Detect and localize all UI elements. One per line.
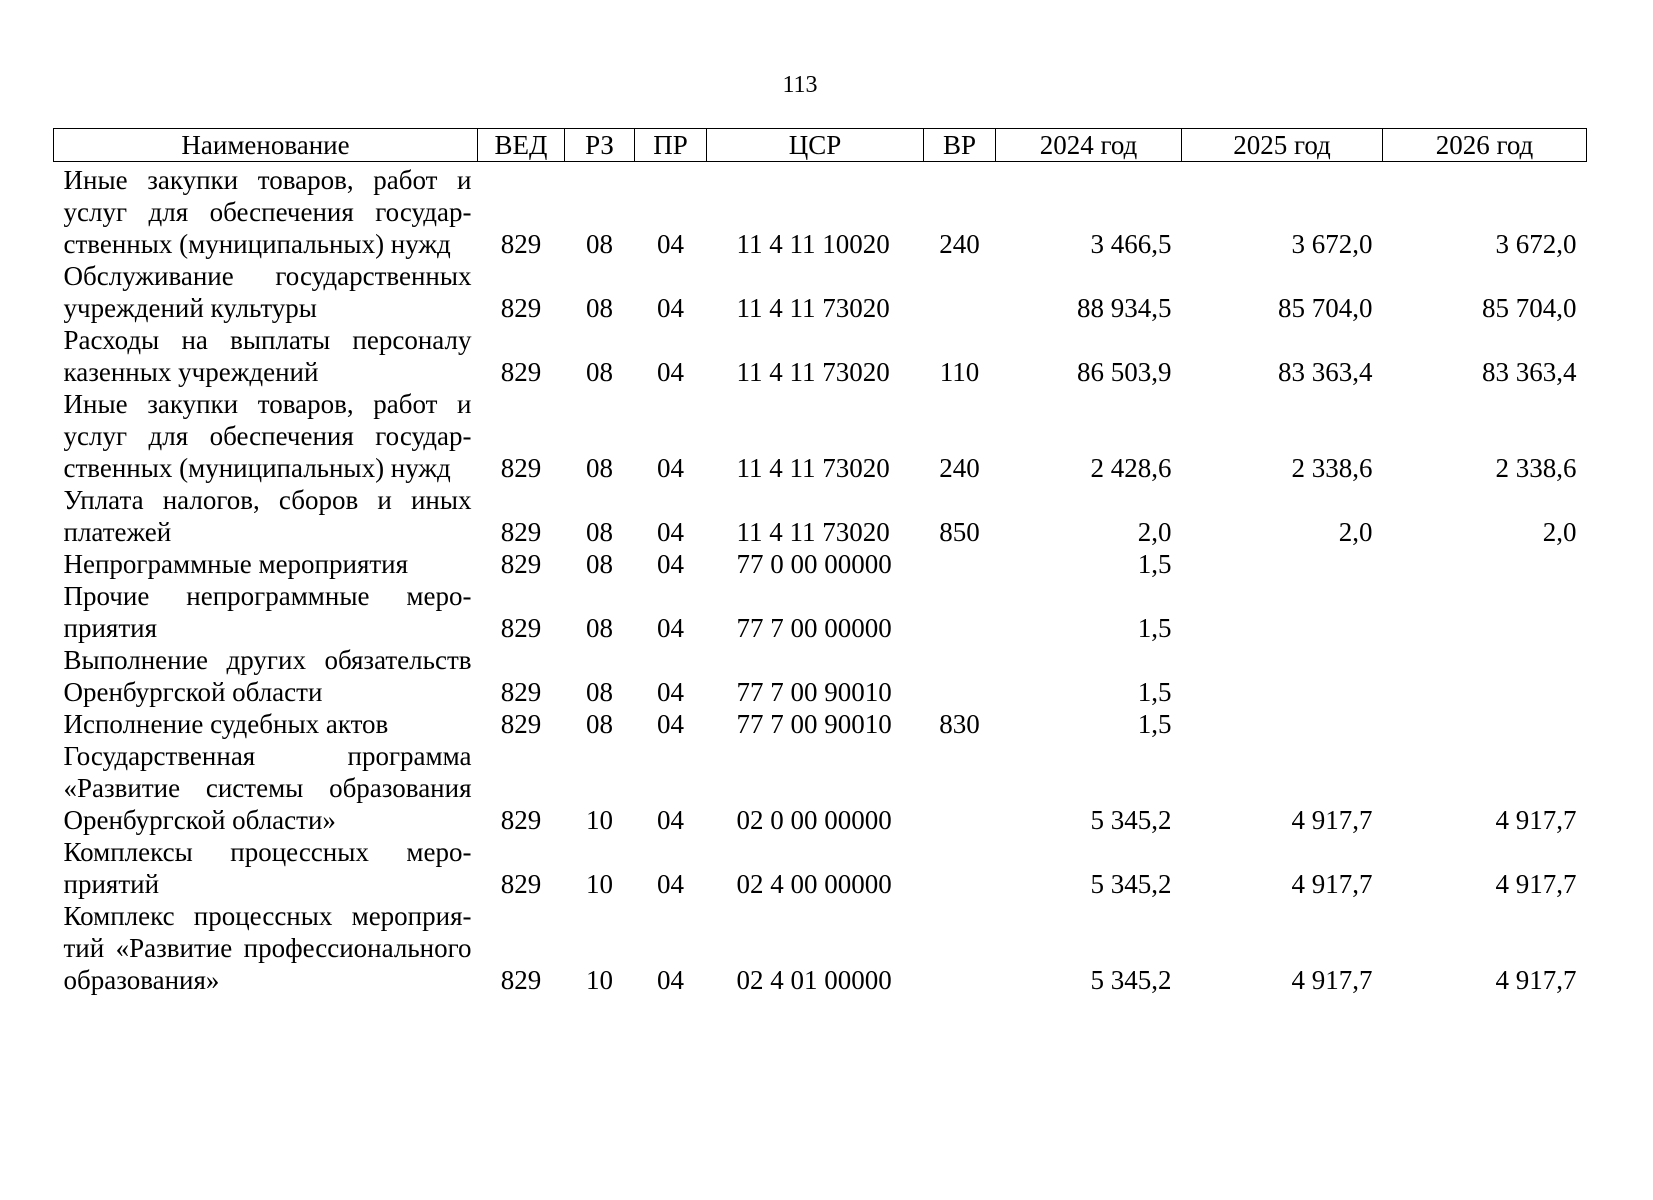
cell-pr: 04: [657, 453, 684, 483]
cell-ved: 829: [500, 677, 542, 707]
budget-table: [53, 128, 1587, 996]
cell-2025: 2 338,6: [1291, 453, 1373, 483]
cell-vr: 240: [939, 229, 980, 259]
cell-name: Непрограммные мероприятия: [63, 549, 409, 579]
cell-2026: 3 672,0: [1495, 229, 1577, 259]
cell-csr: 02 0 00 00000: [736, 805, 892, 835]
cell-vr: 830: [939, 709, 980, 739]
cell-ved: 829: [500, 229, 542, 259]
header-pr: ПР: [635, 129, 707, 162]
cell-2025: 83 363,4: [1278, 357, 1373, 387]
cell-2025: [1182, 644, 1383, 708]
cell-ved: 829: [500, 805, 542, 835]
cell-pr: 04: [657, 293, 684, 323]
header-csr: ЦСР: [707, 129, 924, 162]
cell-2024: 5 345,2: [1090, 869, 1172, 899]
cell-pr: 04: [657, 869, 684, 899]
cell-name: Выполнение других обязательств Оренбургской области: [63, 645, 472, 707]
cell-2026: 2,0: [1542, 517, 1577, 547]
cell-csr: 77 7 00 90010: [736, 677, 892, 707]
cell-ved: 829: [500, 869, 542, 899]
cell-ved: 829: [500, 453, 542, 483]
cell-name: Иные закупки товаров, работ и услуг для обеспечения государственных (муниципальных) нужд: [63, 389, 472, 483]
cell-vr: [924, 900, 996, 996]
table-row: [54, 580, 1587, 644]
cell-pr: 04: [657, 517, 684, 547]
cell-2025: [1182, 708, 1383, 740]
page-number: 113: [782, 72, 818, 98]
cell-csr: 02 4 00 00000: [736, 869, 892, 899]
cell-csr: 77 7 00 90010: [736, 709, 892, 739]
cell-vr: 110: [939, 357, 980, 387]
cell-2026: 2 338,6: [1495, 453, 1577, 483]
cell-name: Комплексы процессных мероприятий: [63, 837, 472, 899]
cell-ved: 829: [500, 549, 542, 579]
header-ved: ВЕД: [478, 129, 565, 162]
cell-2024: 5 345,2: [1090, 965, 1172, 995]
cell-csr: 11 4 11 73020: [736, 357, 890, 387]
table-row: [54, 548, 1587, 580]
table-row: [54, 484, 1587, 548]
cell-rz: 10: [586, 965, 613, 995]
header-2025: 2025 год: [1182, 129, 1383, 162]
cell-vr: [924, 836, 996, 900]
table-row: [54, 388, 1587, 484]
cell-2025: 2,0: [1338, 517, 1373, 547]
cell-pr: 04: [657, 229, 684, 259]
cell-name: Расходы на выплаты персоналу казенных учреждений: [63, 325, 472, 387]
table-row: [54, 324, 1587, 388]
cell-vr: [924, 740, 996, 836]
cell-pr: 04: [657, 549, 684, 579]
cell-vr: [924, 644, 996, 708]
cell-2026: 4 917,7: [1495, 805, 1577, 835]
table-row: [54, 162, 1587, 261]
cell-csr: 77 7 00 00000: [736, 613, 892, 643]
cell-rz: 08: [586, 293, 613, 323]
cell-rz: 08: [586, 517, 613, 547]
table-header: [54, 129, 1587, 162]
table-row: [54, 836, 1587, 900]
cell-2025: 4 917,7: [1291, 805, 1373, 835]
cell-ved: 829: [500, 293, 542, 323]
cell-rz: 08: [586, 453, 613, 483]
cell-2024: 86 503,9: [1077, 357, 1172, 387]
cell-2025: [1182, 548, 1383, 580]
cell-csr: 11 4 11 10020: [736, 229, 890, 259]
cell-2026: [1383, 708, 1587, 740]
cell-csr: 77 0 00 00000: [736, 549, 892, 579]
header-rz: РЗ: [565, 129, 635, 162]
cell-2026: [1383, 644, 1587, 708]
table-row: [54, 260, 1587, 324]
header-2026: 2026 год: [1383, 129, 1587, 162]
cell-2024: 2 428,6: [1090, 453, 1172, 483]
cell-ved: 829: [500, 965, 542, 995]
cell-vr: 850: [939, 517, 980, 547]
cell-name: Государственная программа «Развитие системы образования Оренбургской области»: [63, 741, 472, 835]
cell-2024: 1,5: [1137, 709, 1172, 739]
cell-2026: 4 917,7: [1495, 869, 1577, 899]
cell-rz: 08: [586, 549, 613, 579]
cell-rz: 10: [586, 805, 613, 835]
cell-2024: 1,5: [1137, 677, 1172, 707]
cell-2025: 4 917,7: [1291, 869, 1373, 899]
cell-2025: 85 704,0: [1278, 293, 1373, 323]
cell-name: Обслуживание государственных учреждений культуры: [63, 261, 472, 323]
table-body: [54, 162, 1587, 997]
cell-pr: 04: [657, 965, 684, 995]
cell-2024: 5 345,2: [1090, 805, 1172, 835]
cell-2024: 2,0: [1137, 517, 1172, 547]
cell-pr: 04: [657, 677, 684, 707]
cell-vr: [924, 260, 996, 324]
cell-pr: 04: [657, 805, 684, 835]
cell-name: Прочие непрограммные мероприятия: [63, 581, 472, 643]
cell-ved: 829: [500, 613, 542, 643]
cell-name: Комплекс процессных мероприятий «Развитие профессионального образования»: [63, 901, 472, 995]
header-name: Наименование: [54, 129, 478, 162]
cell-csr: 11 4 11 73020: [736, 293, 890, 323]
cell-rz: 08: [586, 229, 613, 259]
cell-name: Исполнение судебных актов: [63, 709, 389, 739]
cell-2024: 1,5: [1137, 549, 1172, 579]
cell-pr: 04: [657, 613, 684, 643]
header-2024: 2024 год: [996, 129, 1182, 162]
cell-pr: 04: [657, 357, 684, 387]
table-row: [54, 708, 1587, 740]
table-row: [54, 900, 1587, 996]
cell-2025: [1182, 580, 1383, 644]
cell-ved: 829: [500, 709, 542, 739]
table-row: [54, 644, 1587, 708]
cell-2024: 88 934,5: [1077, 293, 1172, 323]
cell-2025: 3 672,0: [1291, 229, 1373, 259]
cell-vr: [924, 548, 996, 580]
cell-2026: 85 704,0: [1482, 293, 1577, 323]
cell-name: Уплата налогов, сборов и иных платежей: [63, 485, 472, 547]
cell-rz: 08: [586, 677, 613, 707]
cell-csr: 11 4 11 73020: [736, 517, 890, 547]
cell-csr: 11 4 11 73020: [736, 453, 890, 483]
cell-2025: 4 917,7: [1291, 965, 1373, 995]
cell-vr: [924, 580, 996, 644]
cell-rz: 08: [586, 709, 613, 739]
cell-csr: 02 4 01 00000: [736, 965, 892, 995]
cell-name: Иные закупки товаров, работ и услуг для обеспечения государственных (муниципальных) нужд: [63, 165, 472, 259]
table-row: [54, 740, 1587, 836]
cell-ved: 829: [500, 517, 542, 547]
cell-2026: [1383, 580, 1587, 644]
header-vr: ВР: [924, 129, 996, 162]
cell-rz: 08: [586, 357, 613, 387]
cell-2024: 3 466,5: [1090, 229, 1172, 259]
cell-2026: 83 363,4: [1482, 357, 1577, 387]
cell-rz: 08: [586, 613, 613, 643]
cell-pr: 04: [657, 709, 684, 739]
cell-rz: 10: [586, 869, 613, 899]
cell-ved: 829: [500, 357, 542, 387]
cell-2026: 4 917,7: [1495, 965, 1577, 995]
cell-vr: 240: [939, 453, 980, 483]
cell-2026: [1383, 548, 1587, 580]
cell-2024: 1,5: [1137, 613, 1172, 643]
